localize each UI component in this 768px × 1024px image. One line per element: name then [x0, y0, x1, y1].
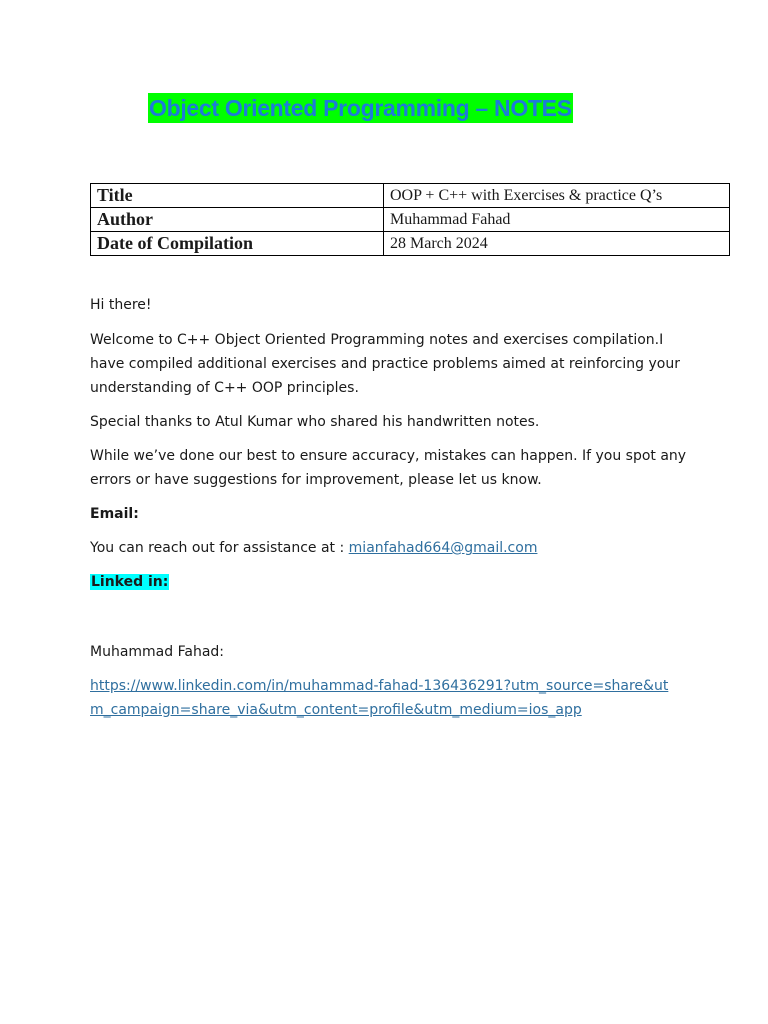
thanks-paragraph: Special thanks to Atul Kumar who shared his handwritten notes.: [90, 414, 540, 430]
linkedin-heading: Linked in:: [91, 574, 169, 590]
email-link[interactable]: mianfahad664@gmail.com: [348, 540, 538, 556]
email-heading: Email:: [90, 506, 139, 522]
document-info-table: [90, 183, 730, 256]
table-value-date: 28 March 2024: [384, 232, 730, 256]
welcome-paragraph: Welcome to C++ Object Oriented Programming notes and exercises compilation.I have compiled additional exercises and practice problems aimed at reinforcing your understanding of C++ OOP principles.: [90, 332, 680, 396]
greeting-text: Hi there!: [90, 297, 152, 313]
email-line: [90, 536, 690, 560]
email-prefix: You can reach out for assistance at :: [90, 540, 349, 556]
table-key-author: Author: [91, 208, 384, 232]
table-key-date: Date of Compilation: [91, 232, 384, 256]
linkedin-name: Muhammad Fahad:: [90, 644, 224, 660]
table-row: [91, 184, 730, 208]
linkedin-link[interactable]: https://www.linkedin.com/in/muhammad-fahad-136436291?utm_source=share&utm_campaign=share_via&utm_content=profile&utm_medium=ios_app: [90, 678, 669, 718]
table-value-title: OOP + C++ with Exercises & practice Q’s: [384, 184, 730, 208]
table-key-title: Title: [91, 184, 384, 208]
disclaimer-paragraph: While we’ve done our best to ensure accuracy, mistakes can happen. If you spot any errors or have suggestions for improvement, please let us know.: [90, 448, 687, 488]
table-value-author: Muhammad Fahad: [384, 208, 730, 232]
table-row: [91, 232, 730, 256]
document-title: Object Oriented Programming – NOTES: [149, 95, 572, 121]
linkedin-heading-line: [90, 570, 690, 594]
linkedin-url-line: [90, 674, 675, 722]
table-row: [91, 208, 730, 232]
